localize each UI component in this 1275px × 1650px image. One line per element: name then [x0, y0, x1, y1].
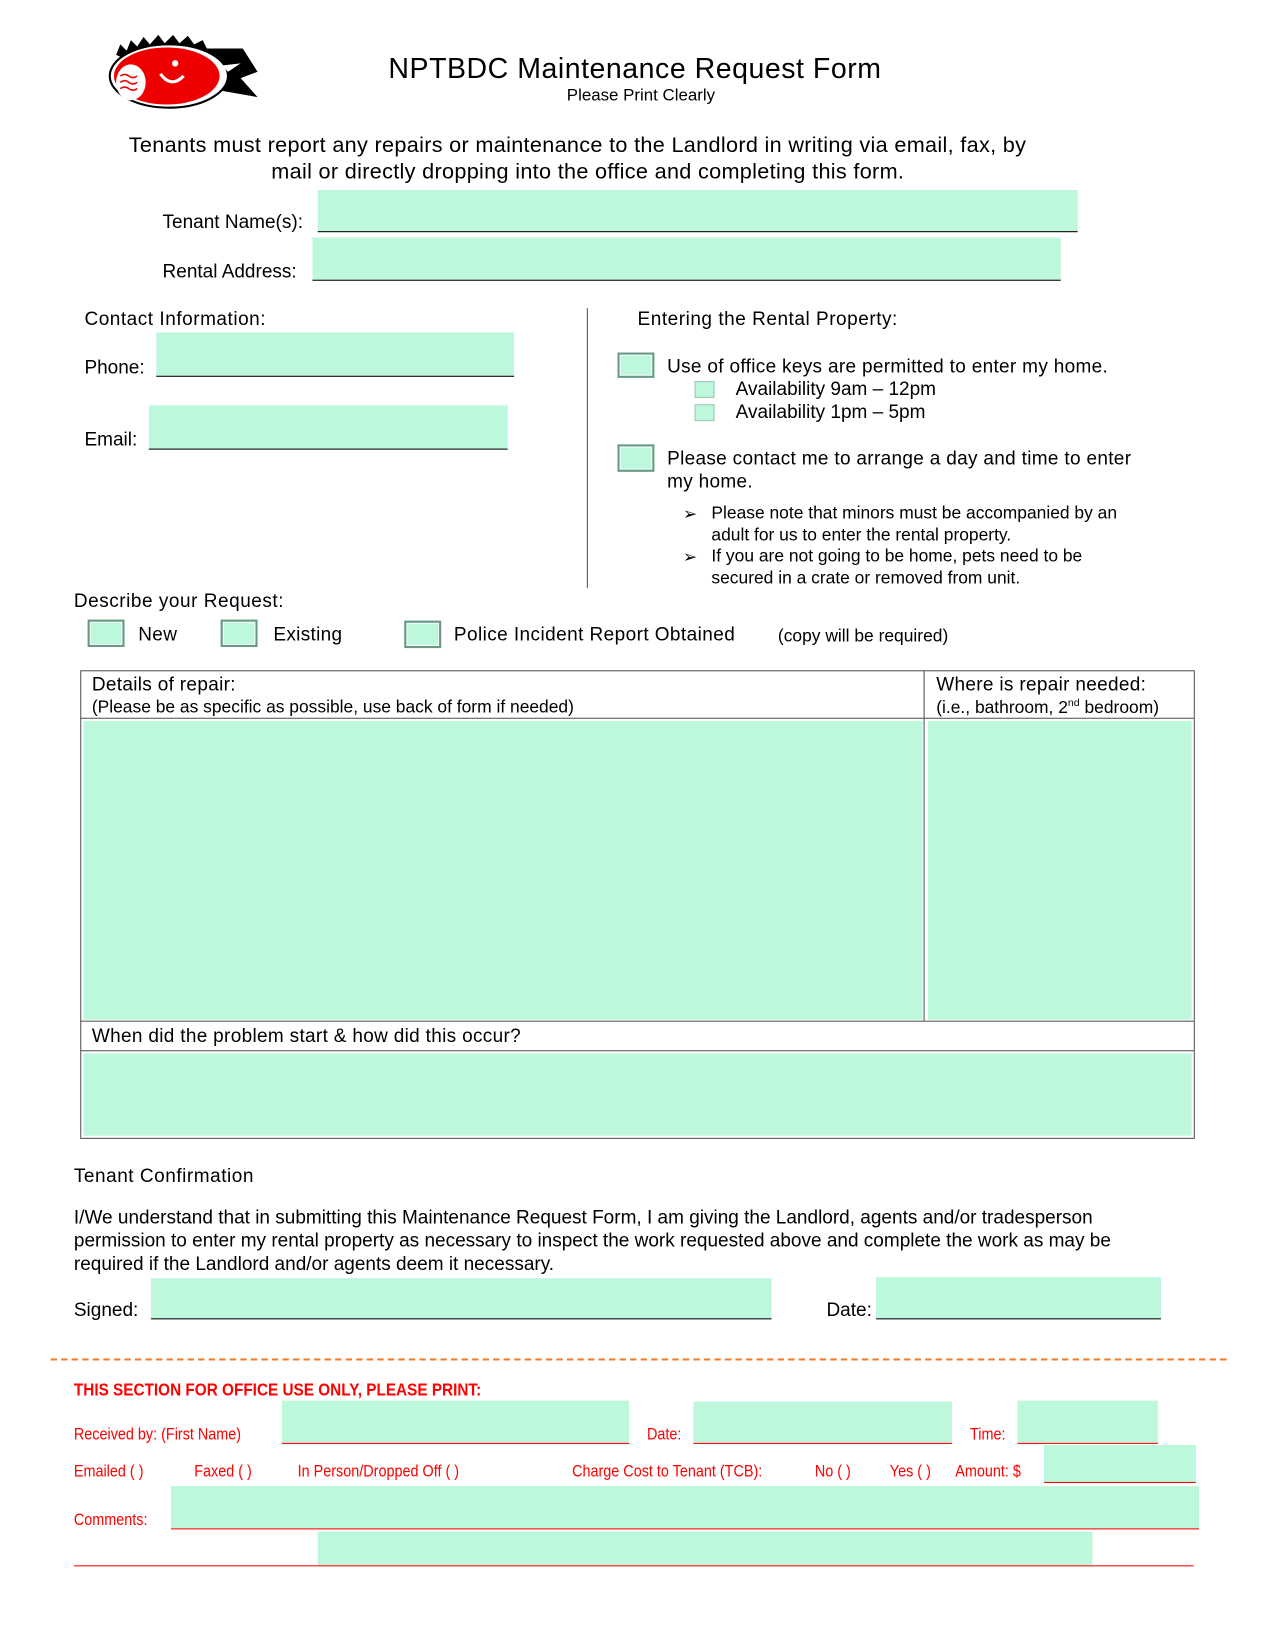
office-keys-label: Use of office keys are permitted to enter my home.	[667, 355, 1109, 377]
office-divider	[51, 1358, 1227, 1360]
charge-yes-option[interactable]: Yes ( )	[889, 1462, 931, 1481]
police-report-note: (copy will be required)	[777, 626, 949, 646]
intro-line-2: mail or directly dropping into the office and completing this form.	[271, 159, 905, 184]
rental-address-input[interactable]	[312, 237, 1060, 279]
underline	[282, 1443, 629, 1444]
email-label: Email:	[84, 428, 138, 450]
page-title: NPTBDC Maintenance Request Form	[388, 52, 882, 85]
where-textarea[interactable]	[928, 721, 1192, 1020]
office-date-input[interactable]	[693, 1402, 952, 1443]
police-report-label: Police Incident Report Obtained	[453, 623, 736, 645]
date-label: Date:	[826, 1299, 872, 1321]
contact-me-checkbox[interactable]	[617, 444, 654, 471]
logo-icon	[106, 32, 260, 110]
charge-label: Charge Cost to Tenant (TCB):	[572, 1462, 763, 1481]
where-sub-text: bedroom)	[1079, 698, 1160, 718]
table-divider	[924, 670, 925, 1020]
charge-no-option[interactable]: No ( )	[814, 1462, 851, 1481]
amount-input[interactable]	[1044, 1445, 1196, 1482]
underline	[312, 280, 1060, 281]
availability-pm-checkbox[interactable]	[695, 404, 715, 421]
note-minors-1: Please note that minors must be accompanied by an	[711, 503, 1118, 523]
when-heading: When did the problem start & how did this occur?	[91, 1024, 521, 1047]
phone-input[interactable]	[156, 332, 514, 375]
new-checkbox[interactable]	[88, 620, 125, 647]
tenant-name-input[interactable]	[318, 190, 1078, 231]
new-label: New	[138, 623, 178, 645]
contact-me-label-1: Please contact me to arrange a day and time to enter	[667, 447, 1132, 469]
time-label: Time:	[970, 1425, 1006, 1444]
details-heading: Details of repair:	[91, 673, 236, 695]
office-heading: THIS SECTION FOR OFFICE USE ONLY, PLEASE PRINT:	[73, 1380, 482, 1400]
request-heading: Describe your Request:	[73, 590, 285, 612]
intro-line-1: Tenants must report any repairs or maintenance to the Landlord in writing via email, fax, by	[128, 132, 1027, 158]
arrow-bullet-icon: ➢	[682, 548, 698, 567]
when-textarea[interactable]	[83, 1053, 1191, 1135]
underline	[693, 1443, 952, 1444]
rental-address-label: Rental Address:	[162, 260, 297, 282]
underline	[171, 1528, 1199, 1529]
amount-label: Amount: $	[955, 1462, 1021, 1481]
underline	[156, 376, 514, 377]
underline	[151, 1318, 772, 1319]
note-minors-2: adult for us to enter the rental property.	[711, 525, 1012, 545]
office-keys-checkbox[interactable]	[617, 353, 654, 378]
note-pets-2: secured in a crate or removed from unit.	[711, 568, 1021, 588]
confirmation-text-1: I/We understand that in submitting this Maintenance Request Form, I am giving the Landlord, agents and/or tradesperson	[73, 1206, 1093, 1228]
contact-me-label-2: my home.	[667, 470, 754, 492]
subtitle: Please Print Clearly	[566, 86, 716, 105]
comments-input-line-2[interactable]	[318, 1532, 1093, 1566]
entry-heading: Entering the Rental Property:	[637, 308, 898, 330]
underline	[149, 449, 508, 450]
contact-heading: Contact Information:	[84, 308, 267, 330]
details-textarea[interactable]	[83, 721, 922, 1020]
email-input[interactable]	[149, 405, 508, 448]
received-label: Received by: (First Name)	[73, 1425, 242, 1444]
office-date-label: Date:	[647, 1425, 682, 1444]
table-divider	[80, 1050, 1194, 1051]
column-divider	[587, 308, 588, 588]
emailed-option[interactable]: Emailed ( )	[73, 1462, 144, 1481]
received-by-input[interactable]	[282, 1401, 629, 1443]
underline	[74, 1565, 1194, 1566]
phone-label: Phone:	[84, 356, 145, 378]
arrow-bullet-icon: ➢	[682, 505, 698, 524]
availability-am-label: Availability 9am – 12pm	[735, 377, 936, 399]
table-divider	[80, 1021, 1194, 1022]
time-input[interactable]	[1018, 1401, 1158, 1443]
where-sub-text: (i.e., bathroom, 2	[936, 698, 1068, 718]
confirmation-text-2: permission to enter my rental property as necessary to inspect the work requested above and complete the work as may be	[73, 1229, 1111, 1251]
comments-input[interactable]	[171, 1486, 1199, 1528]
underline	[876, 1318, 1161, 1319]
tenant-name-label: Tenant Name(s):	[162, 211, 303, 233]
where-subheading	[936, 698, 1159, 719]
in-person-option[interactable]: In Person/Dropped Off ( )	[297, 1462, 460, 1481]
faxed-option[interactable]: Faxed ( )	[194, 1462, 252, 1481]
where-heading: Where is repair needed:	[936, 673, 1147, 695]
underline	[1018, 1443, 1158, 1444]
where-sub-sup: nd	[1067, 697, 1080, 710]
signed-label: Signed:	[73, 1299, 139, 1321]
note-pets-1: If you are not going to be home, pets need to be	[711, 546, 1083, 566]
confirmation-text-3: required if the Landlord and/or agents deem it necessary.	[73, 1252, 555, 1274]
signature-input[interactable]	[151, 1278, 772, 1318]
date-input[interactable]	[876, 1277, 1161, 1318]
confirmation-heading: Tenant Confirmation	[73, 1165, 254, 1187]
availability-am-checkbox[interactable]	[695, 381, 715, 398]
availability-pm-label: Availability 1pm – 5pm	[735, 401, 926, 423]
existing-label: Existing	[273, 623, 343, 645]
underline	[318, 231, 1078, 232]
comments-label: Comments:	[73, 1511, 148, 1530]
underline	[1044, 1482, 1196, 1483]
details-subheading: (Please be as specific as possible, use back of form if needed)	[91, 697, 574, 717]
existing-checkbox[interactable]	[221, 620, 258, 647]
police-report-checkbox[interactable]	[404, 621, 441, 648]
